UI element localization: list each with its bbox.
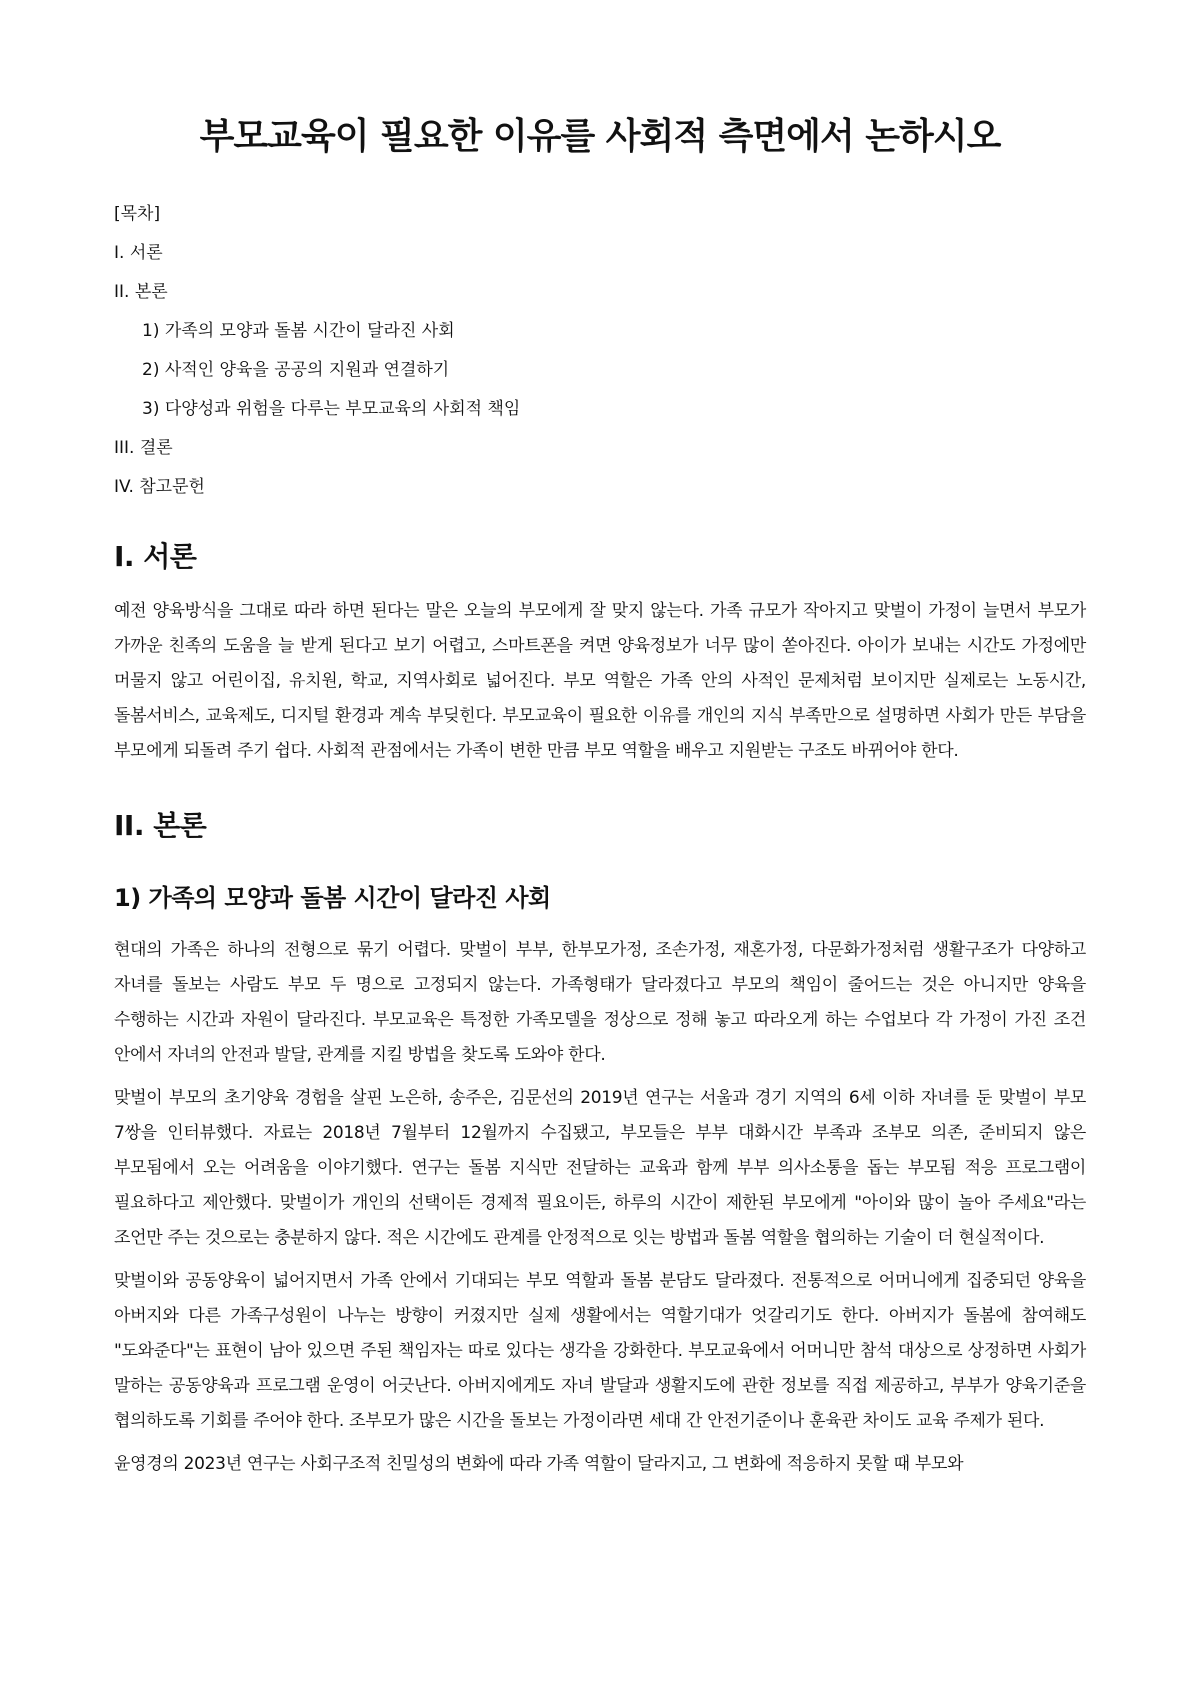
intro-section bbox=[114, 538, 1086, 769]
table-of-contents bbox=[114, 202, 1086, 500]
toc-item-conclusion: III. 결론 bbox=[114, 438, 173, 458]
toc-item-body-3: 3) 다양성과 위험을 다루는 부모교육의 사회적 책임 bbox=[142, 399, 521, 419]
body-section bbox=[114, 807, 1086, 1482]
toc-item-intro: I. 서론 bbox=[114, 243, 163, 263]
toc-list bbox=[114, 241, 1086, 500]
subsection-heading-1: 1) 가족의 모양과 돌봄 시간이 달라진 사회 bbox=[114, 884, 551, 912]
body-heading: II. 본론 bbox=[114, 809, 207, 842]
toc-item-body: II. 본론 bbox=[114, 282, 168, 302]
toc-item-body-2: 2) 사적인 양육을 공공의 지원과 연결하기 bbox=[142, 360, 450, 380]
toc-heading: [목차] bbox=[114, 204, 161, 224]
intro-paragraph: 예전 양육방식을 그대로 따라 하면 된다는 말은 오늘의 부모에게 잘 맞지 않는다. 가족 규모가 작아지고 맞벌이 가정이 늘면서 부모가 가까운 친족의 도움을 늘 받게 된다고 보기 어렵고, 스마트폰을 켜면 양육정보가 너무 많이 쏟아진다. 아이가 보내는 시간도 가정에만 머물지 않고 어린이집, 유치원, 학교, 지역사회로 넓어진다. 부모 역할은 가족 안의 사적인 문제처럼 보이지만 실제로는 노동시간, 돌봄서비스, 교육제도, 디지털 환경과 계속 부딪힌다. 부모교육이 필요한 이유를 개인의 지식 부족만으로 설명하면 사회가 만든 부담을 부모에게 되돌려 주기 쉽다. 사회적 관점에서는 가족이 변한 만큼 부모 역할을 배우고 지원받는 구조도 바뀌어야 한다. bbox=[114, 601, 1086, 761]
body-paragraph-3: 맞벌이와 공동양육이 넓어지면서 가족 안에서 기대되는 부모 역할과 돌봄 분담도 달라졌다. 전통적으로 어머니에게 집중되던 양육을 아버지와 다른 가족구성원이 나누는 방향이 커졌지만 실제 생활에서는 역할기대가 엇갈리기도 한다. 아버지가 돌봄에 참여해도 "도와준다"는 표현이 남아 있으면 주된 책임자는 따로 있다는 생각을 강화한다. 부모교육에서 어머니만 참석 대상으로 상정하면 사회가 말하는 공동양육과 프로그램 운영이 어긋난다. 아버지에게도 자녀 발달과 생활지도에 관한 정보를 직접 제공하고, 부부가 양육기준을 협의하도록 기회를 주어야 한다. 조부모가 많은 시간을 돌보는 가정이라면 세대 간 안전기준이나 훈육관 차이도 교육 주제가 된다. bbox=[114, 1271, 1086, 1431]
document-title: 부모교육이 필요한 이유를 사회적 측면에서 논하시오 bbox=[199, 116, 1001, 157]
toc-item-body-1: 1) 가족의 모양과 돌봄 시간이 달라진 사회 bbox=[142, 321, 455, 341]
body-paragraph-1: 현대의 가족은 하나의 전형으로 묶기 어렵다. 맞벌이 부부, 한부모가정, 조손가정, 재혼가정, 다문화가정처럼 생활구조가 다양하고 자녀를 돌보는 사람도 부모 두 명으로 고정되지 않는다. 가족형태가 달라졌다고 부모의 책임이 줄어드는 것은 아니지만 양육을 수행하는 시간과 자원이 달라진다. 부모교육은 특정한 가족모델을 정상으로 정해 놓고 따라오게 하는 수업보다 각 가정이 가진 조건 안에서 자녀의 안전과 발달, 관계를 지킬 방법을 찾도록 도와야 한다. bbox=[114, 940, 1086, 1065]
intro-heading: I. 서론 bbox=[114, 540, 197, 573]
toc-item-references: IV. 참고문헌 bbox=[114, 477, 205, 497]
body-paragraph-2: 맞벌이 부모의 초기양육 경험을 살핀 노은하, 송주은, 김문선의 2019년 연구는 서울과 경기 지역의 6세 이하 자녀를 둔 맞벌이 부모 7쌍을 인터뷰했다. 자료는 2018년 7월부터 12월까지 수집됐고, 부모들은 부부 대화시간 부족과 조부모 의존, 준비되지 않은 부모됨에서 오는 어려움을 이야기했다. 연구는 돌봄 지식만 전달하는 교육과 함께 부부 의사소통을 돕는 부모됨 적응 프로그램이 필요하다고 제안했다. 맞벌이가 개인의 선택이든 경제적 필요이든, 하루의 시간이 제한된 부모에게 "아이와 많이 놀아 주세요"라는 조언만 주는 것으로는 충분하지 않다. 적은 시간에도 관계를 안정적으로 잇는 방법과 돌봄 역할을 협의하는 기술이 더 현실적이다. bbox=[114, 1088, 1086, 1248]
body-paragraph-4: 윤영경의 2023년 연구는 사회구조적 친밀성의 변화에 따라 가족 역할이 달라지고, 그 변화에 적응하지 못할 때 부모와 bbox=[114, 1454, 964, 1474]
